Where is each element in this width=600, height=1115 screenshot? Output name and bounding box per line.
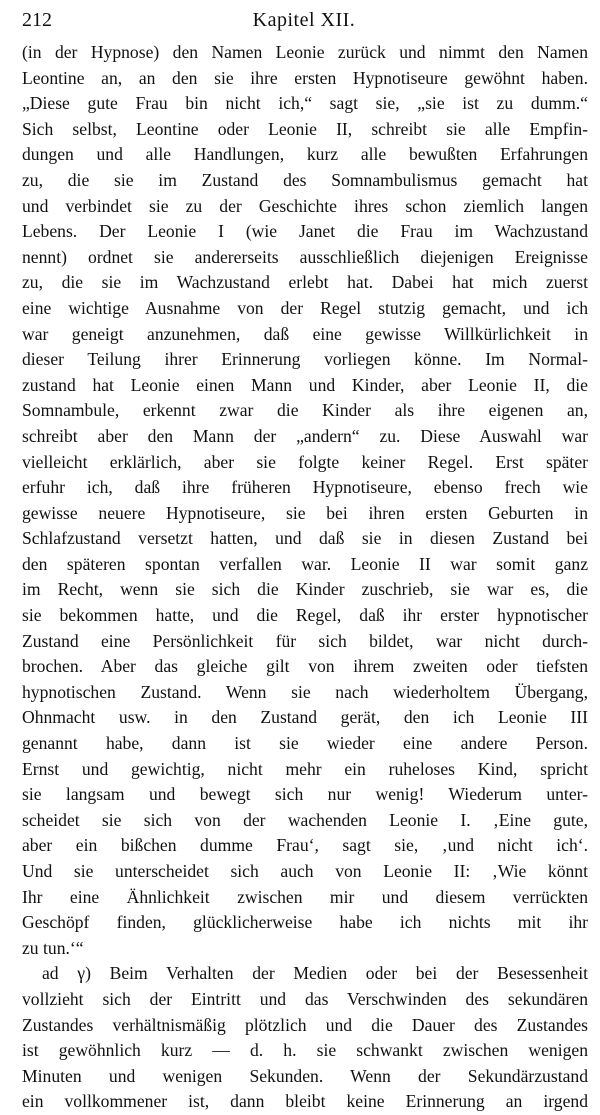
text-line: Schlafzustand versetzt hatten, und daß sie in diesen Zustand bei [22, 528, 588, 549]
text-line: den späteren spontan verfallen war. Leonie II war somit ganz [22, 553, 588, 574]
text-line: hypnotischen Zustand. Wenn sie nach wiederholtem Übergang, [22, 681, 588, 702]
text-line: Ohnmacht usw. in den Zustand gerät, den ich Leonie III [22, 707, 588, 728]
text-line: eine wichtige Ausnahme von der Regel stutzig gemacht, und ich [22, 297, 588, 318]
text-line: Und sie unterscheidet sich auch von Leonie II: ‚Wie könnt [22, 861, 588, 881]
text-line: Minuten und wenigen Sekunden. Wenn der Sekundärzustand [22, 1065, 588, 1086]
text-line: Geschöpf finden, glücklicherweise habe ich nichts mit ihr [22, 912, 588, 933]
page-number: 212 [22, 8, 52, 31]
text-line: zu, die sie im Zustand des Somnambulismus gemacht hat [22, 169, 588, 190]
text-line: ein vollkommener ist, dann bleibt keine Erinnerung an irgend [22, 1091, 588, 1112]
text-line: aber ein bißchen dumme Frau‘, sagt sie, ‚und nicht ich‘. [22, 835, 588, 856]
text-line: ist gewöhnlich kurz — d. h. sie schwankt zwischen wenigen [22, 1040, 588, 1061]
text-line: Lebens. Der Leonie I (wie Janet die Frau im Wachzustand [22, 221, 588, 242]
body-text [22, 40, 588, 1115]
text-line: Zustand eine Persönlichkeit für sich bildet, war nicht durch- [22, 630, 588, 651]
paragraph-start-line: ad γ) Beim Verhalten der Medien oder bei der Besessenheit [42, 963, 588, 984]
text-line: schreibt aber den Mann der „andern“ zu. Diese Auswahl war [22, 425, 588, 446]
text-line: gewisse neuere Hypnotiseure, sie bei ihren ersten Geburten in [22, 502, 588, 523]
running-header [22, 0, 586, 40]
text-line: dieser Teilung ihrer Erinnerung vorliegen könne. Im Normal- [22, 349, 588, 370]
text-line: „Diese gute Frau bin nicht ich,“ sagt sie, „sie ist zu dumm.“ [22, 93, 588, 114]
text-line: vielleicht erklärlich, aber sie folgte keiner Regel. Erst später [22, 451, 588, 472]
text-line: brochen. Aber das gleiche gilt von ihrem zweiten oder tiefsten [22, 656, 588, 677]
text-line: scheidet sie sich von der wachenden Leonie I. ‚Eine gute, [22, 809, 588, 830]
text-line: sie langsam und bewegt sich nur wenig! Wiederum unter- [22, 784, 588, 805]
text-line: und verbindet sie zu der Geschichte ihres schon ziemlich langen [22, 195, 588, 216]
text-line: Sich selbst, Leontine oder Leonie II, schreibt sie alle Empfin- [22, 118, 588, 139]
text-line: Ihr eine Ähnlichkeit zwischen mir und diesem verrückten [22, 886, 588, 907]
text-line: im Recht, wenn sie sich die Kinder zuschrieb, sie war es, die [22, 579, 588, 600]
text-line: genannt habe, dann ist sie wieder eine andere Person. [22, 733, 588, 754]
text-line: zu, die sie im Wachzustand erlebt hat. Dabei hat mich zuerst [22, 272, 588, 293]
text-line: Somnambule, erkennt zwar die Kinder als ihre eigenen an, [22, 400, 588, 421]
text-line: sie bekommen hatte, und die Regel, daß ihr erster hypnotischer [22, 605, 588, 626]
text-line: vollzieht sich der Eintritt und das Verschwinden des sekundären [22, 988, 588, 1009]
text-line: nennt) ordnet sie andererseits ausschließlich diejenigen Ereignisse [22, 246, 588, 267]
text-line: Zustandes verhältnismäßig plötzlich und die Dauer des Zustandes [22, 1014, 588, 1035]
paragraph-end-line: zu tun.‘“ [22, 937, 84, 958]
chapter-title: Kapitel XII. [252, 8, 356, 31]
text-line: Ernst und gewichtig, nicht mehr ein ruheloses Kind, spricht [22, 758, 588, 779]
text-line: dungen und alle Handlungen, kurz alle bewußten Erfahrungen [22, 144, 588, 165]
text-line: (in der Hypnose) den Namen Leonie zurück und nimmt den Namen [22, 42, 588, 62]
text-line: war geneigt anzunehmen, daß eine gewisse Willkürlichkeit in [22, 323, 588, 344]
text-line: Leontine an, an den sie ihre ersten Hypnotiseure gewöhnt haben. [22, 67, 588, 88]
text-line: zustand hat Leonie einen Mann und Kinder, aber Leonie II, die [22, 374, 588, 395]
text-line: erfuhr ich, daß ihre früheren Hypnotiseure, ebenso frech wie [22, 477, 588, 498]
